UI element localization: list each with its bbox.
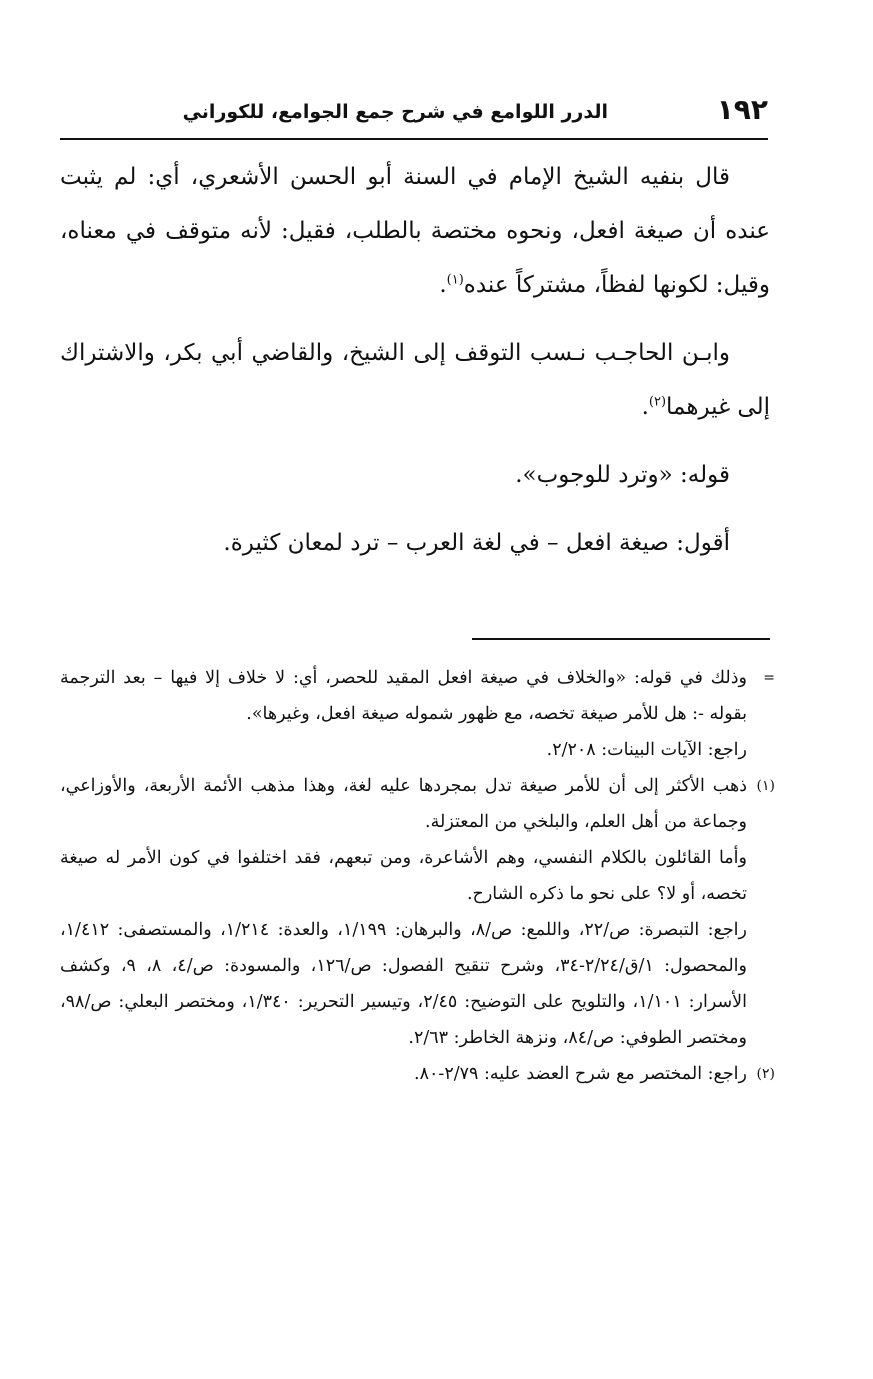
- running-title: الدرر اللوامع في شرح جمع الجوامع، للكوراني: [182, 101, 608, 123]
- footnotes: [60, 660, 775, 1092]
- paragraph-2-end: .: [641, 394, 649, 420]
- footnote-2-text: راجع: المختصر مع شرح العضد عليه: ٢/٧٩-٨٠.: [414, 1064, 747, 1084]
- paragraph-1-text: قال بنفيه الشيخ الإمام في السنة أبو الحسن الأشعري، أي: لم يثبت عنده أن صيغة افعل، ونحوه مختصة بالطلب، فقيل: لأنه متوقف في معناه، وقيل: لكونها لفظاً، مشتركاً عنده: [60, 164, 770, 298]
- paragraph-1: [60, 150, 770, 312]
- paragraph-1-end: .: [439, 272, 447, 298]
- paragraph-2-text: وابـن الحاجـب نـسب التوقف إلى الشيخ، والقاضي أبي بكر، والاشتراك إلى غيرهما: [60, 340, 770, 420]
- footnote-1: [60, 768, 775, 1056]
- page-header: [60, 88, 768, 132]
- footnote-ref-1[interactable]: (١): [446, 272, 464, 288]
- continuation-marker: =: [763, 670, 775, 686]
- footnote-rule: [472, 638, 770, 640]
- footnote-ref-2[interactable]: (٢): [648, 394, 667, 410]
- footnote-1-marker: (١): [756, 778, 775, 794]
- continuation-text: وذلك في قوله: «والخلاف في صيغة افعل المقيد للحصر، أي: لا خلاف إلا فيها – بعد الترجمة بقوله -: هل للأمر صيغة تخصه، مع ظهور شموله صيغة افعل، وغيرها».: [60, 668, 747, 724]
- footnote-continuation: [60, 660, 775, 768]
- main-text: [60, 150, 770, 570]
- footnote-1-para-1: ذهب الأكثر إلى أن للأمر صيغة تدل بمجردها عليه لغة، وهذا مذهب الأئمة الأربعة، والأوزاعي، وجماعة من أهل العلم، والبلخي من المعتزلة.: [60, 776, 747, 832]
- paragraph-2: [60, 326, 770, 434]
- paragraph-4: أقول: صيغة افعل – في لغة العرب – ترد لمعان كثيرة.: [223, 530, 730, 556]
- continuation-reference: راجع: الآيات البينات: ٢/٢٠٨.: [546, 740, 747, 760]
- footnote-1-references: راجع: التبصرة: ص/٢٢، واللمع: ص/٨، والبرهان: ١/١٩٩، والعدة: ١/٢١٤، والمستصفى: ١/٤١٢، والمحصول: ١/ق/٢/٢٤-٣٤، وشرح تنقيح الفصول: ص/١٢٦، والمسودة: ص/٤، ٨، ٩، وكشف الأسرار: ١/١٠١، والتلويح على التوضيح: ٢/٤٥، وتيسير التحرير: ١/٣٤٠، ومختصر البعلي: ص/٩٨، ومختصر الطوفي: ص/٨٤، ونزهة الخاطر: ٢/٦٣.: [60, 920, 747, 1048]
- footnote-2: [60, 1056, 775, 1092]
- footnote-1-para-2: وأما القائلون بالكلام النفسي، وهم الأشاعرة، ومن تبعهم، فقد اختلفوا في كون الأمر له صيغة تخصه، أو لا؟ على نحو ما ذكره الشارح.: [60, 848, 747, 904]
- paragraph-3: قوله: «وترد للوجوب».: [515, 462, 730, 488]
- footnote-2-marker: (٢): [756, 1066, 775, 1082]
- page-number: ١٩٢: [716, 93, 768, 126]
- header-rule: [60, 138, 768, 140]
